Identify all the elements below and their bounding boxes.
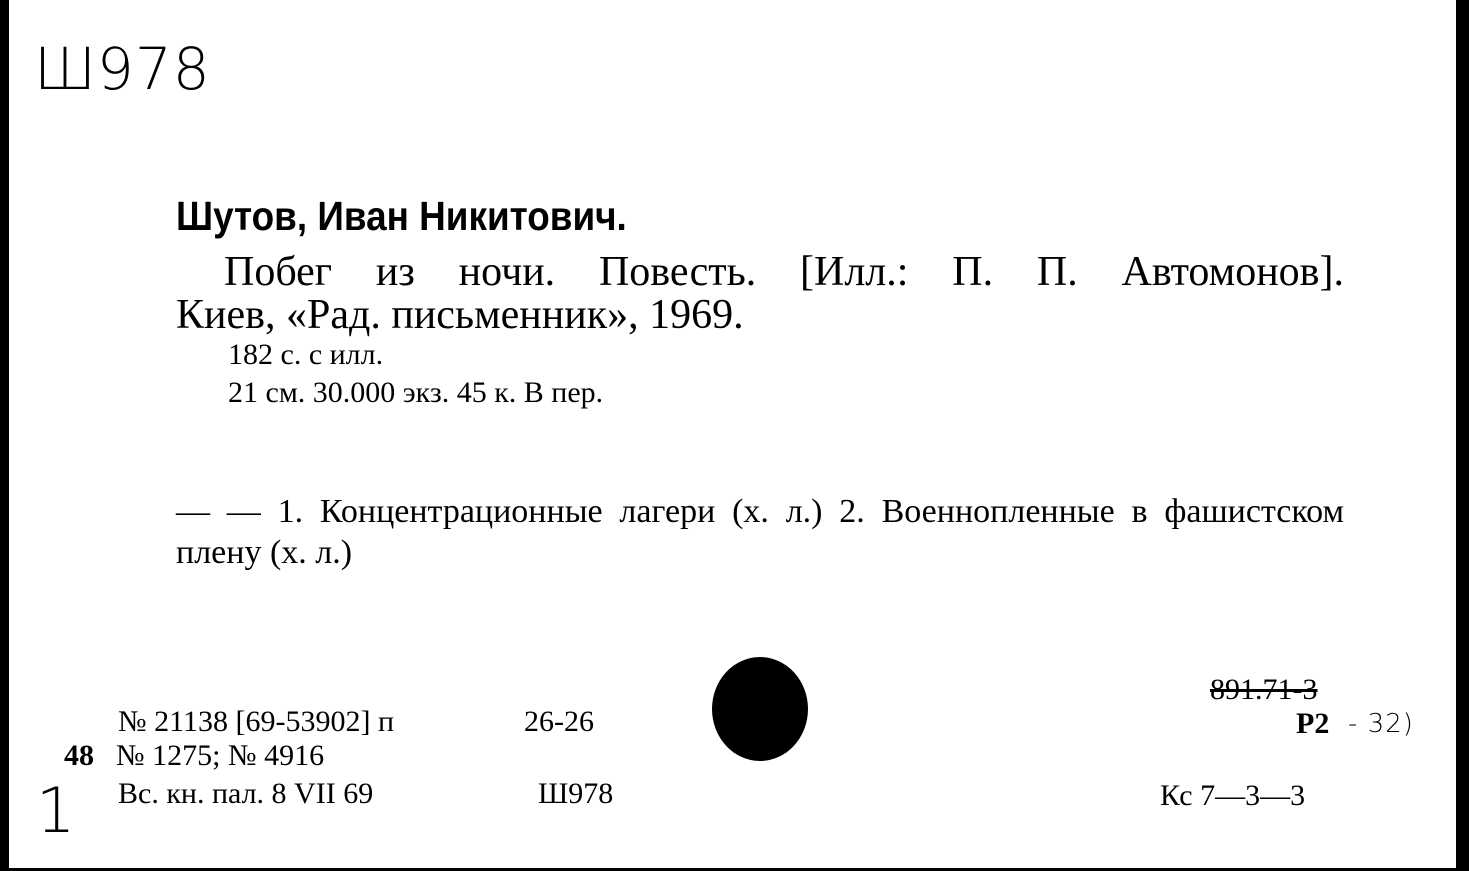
physical-description: 21 см. 30.000 экз. 45 к. В пер.	[228, 376, 604, 409]
code-26: 26-26	[524, 705, 594, 738]
imprint: Киев, «Рад. письменник», 1969.	[176, 292, 744, 338]
card-left-edge	[0, 0, 9, 871]
title-statement: Побег из ночи. Повесть. [Илл.: П. П. Автомонов].	[224, 249, 1344, 295]
kc-code: Кс 7—3—3	[1160, 779, 1306, 812]
book-chamber-line: Вс. кн. пал. 8 VII 69	[118, 777, 374, 810]
catalog-numbers: № 1275; № 4916	[116, 739, 325, 772]
class-code-handwritten: - 32)	[1348, 709, 1414, 739]
pagination: 182 с. с илл.	[228, 338, 384, 371]
author-heading: Шутов, Иван Никитович.	[176, 193, 627, 239]
handwritten-call-number: Ш978	[34, 35, 211, 103]
class-code: Р2	[1296, 707, 1330, 740]
record-number: № 21138 [69-53902] п	[118, 705, 395, 738]
call-code: Ш978	[538, 777, 614, 810]
prefix-48: 48	[64, 739, 94, 772]
class-number-struck: 891.71-3	[1210, 673, 1318, 706]
handwritten-one: 1	[36, 774, 77, 847]
subject-headings: — — 1. Концентрационные лагери (х. л.) 2. Военнопленные в фашистском плену (х. л.)	[176, 493, 1344, 571]
card-right-edge	[1456, 0, 1469, 871]
punch-hole	[712, 657, 808, 761]
